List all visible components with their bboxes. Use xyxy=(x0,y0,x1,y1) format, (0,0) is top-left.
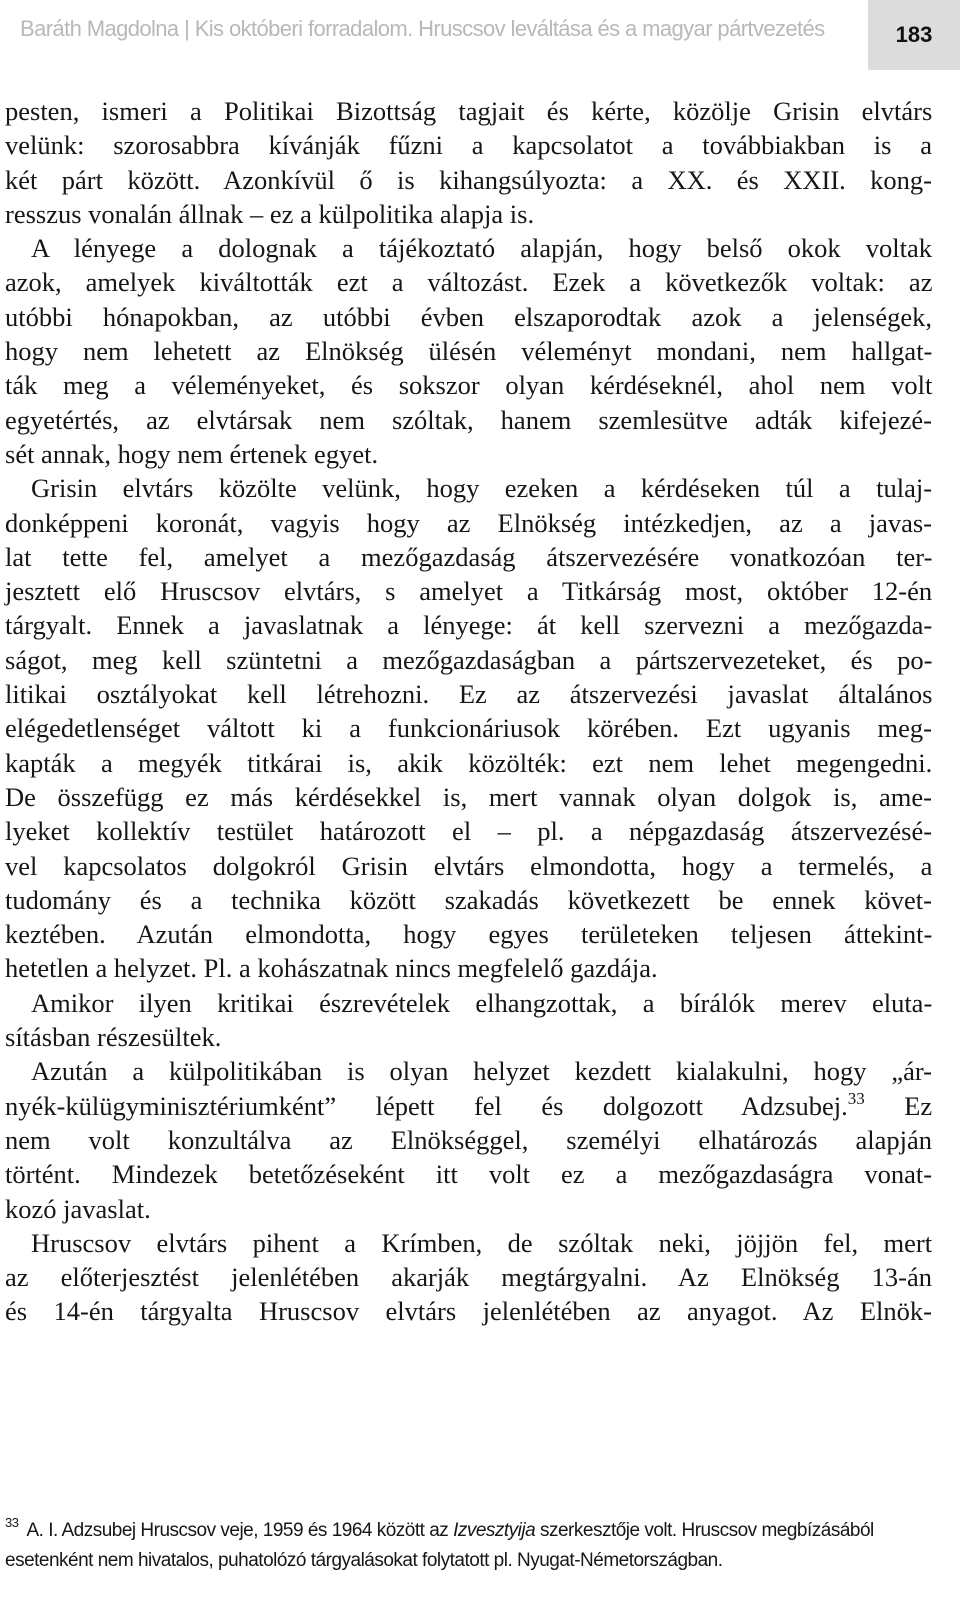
footnote-line: esetenként nem hivatalos, puhatolózó tárgyalásokat folytatott pl. Nyugat-Németországban. xyxy=(5,1550,723,1571)
footnote-reference[interactable]: 33 xyxy=(847,1088,865,1108)
text-line: hogy nem lehetett az Elnökség ülésén véleményt mondani, nem hallgat- xyxy=(5,336,933,367)
text-line: sét annak, hogy nem értenek egyet. xyxy=(5,438,379,469)
footnotes xyxy=(5,1516,932,1576)
text-line-with-note xyxy=(5,1089,932,1123)
text-line: velünk: szorosabbra kívánják fűzni a kapcsolatot a továbbiakban is a xyxy=(5,130,932,161)
page-number: 183 xyxy=(868,0,960,70)
text-line: tudomány és a technika között szakadás következett be ennek követ- xyxy=(5,884,932,915)
text-line: hetetlen a helyzet. Pl. a kohászatnak nincs megfelelő gazdája. xyxy=(5,953,658,984)
text-line: egyetértés, az elvtársak nem szóltak, hanem szemlesütve adták kifejezé- xyxy=(5,404,932,435)
running-head: Baráth Magdolna | Kis októberi forradalom. Hruscsov leváltása és a magyar pártvezetés xyxy=(20,16,825,41)
text-line: Amikor ilyen kritikai észrevételek elhangzottak, a bírálók merev eluta- xyxy=(31,987,933,1018)
paragraph xyxy=(5,1226,932,1329)
footnote-line xyxy=(5,1516,932,1546)
paragraph xyxy=(5,471,932,985)
text-line: ságot, meg kell szüntetni a mezőgazdaságban a pártszervezeteket, és po- xyxy=(5,644,933,675)
page-header xyxy=(0,0,960,72)
body-text xyxy=(5,94,932,1329)
text-line: kozó javaslat. xyxy=(5,1193,151,1224)
text-line: elégedetlenséget váltott ki a funkcionáriusok körében. Ezt ugyanis meg- xyxy=(5,713,932,744)
text-line: és 14-én tárgyalta Hruscsov elvtárs jelenlétében az anyagot. Az Elnök- xyxy=(5,1296,932,1327)
paragraph xyxy=(5,1054,932,1225)
text-line: sításban részesültek. xyxy=(5,1022,222,1053)
text-line: azok, amelyek kiváltották ezt a változást. Ezek a következők voltak: az xyxy=(5,267,933,298)
text-fragment: Ez xyxy=(864,1090,933,1121)
text-line: lat tette fel, amelyet a mezőgazdaság átszervezésére vonatkozóan ter- xyxy=(5,541,933,572)
text-line: kapták a megyék titkárai is, akik közölték: ezt nem lehet megengedni. xyxy=(5,747,933,778)
footnote-text: A. I. Adzsubej Hruscsov veje, 1959 és 1964 között az xyxy=(26,1520,454,1541)
text-line: jesztett elő Hruscsov elvtárs, s amelyet a Titkárság most, október 12-én xyxy=(5,576,933,607)
footnote-italic-title: Izvesztyija xyxy=(453,1520,536,1541)
text-line: vel kapcsolatos dolgokról Grisin elvtárs elmondotta, hogy a termelés, a xyxy=(5,850,933,881)
text-line: A lényege a dolognak a tájékoztató alapján, hogy belső okok voltak xyxy=(31,233,933,264)
footnote-number: 33 xyxy=(5,1515,19,1530)
text-line: resszus vonalán állnak – ez a külpolitika alapja is. xyxy=(5,198,535,229)
paragraph xyxy=(5,231,932,471)
text-line: utóbbi hónapokban, az utóbbi évben elszaporodtak azok a jelenségek, xyxy=(5,301,932,332)
text-line: Azután a külpolitikában is olyan helyzet kezdett kialakulni, hogy „ár- xyxy=(31,1056,932,1087)
paragraph xyxy=(5,986,932,1055)
text-line: Hruscsov elvtárs pihent a Krímben, de szóltak neki, jöjjön fel, mert xyxy=(31,1227,933,1258)
text-line: lyeket kollektív testület határozott el – pl. a népgazdaság átszervezésé- xyxy=(5,816,933,847)
text-line: nem volt konzultálva az Elnökséggel, személyi elhatározás alapján xyxy=(5,1124,932,1155)
text-fragment: nyék-külügyminisztériumként” lépett fel és dolgozott Adzsubej. xyxy=(5,1090,848,1121)
text-line: donképpeni koronát, vagyis hogy az Elnökség intézkedjen, az a javas- xyxy=(5,507,932,538)
text-line: ták meg a véleményeket, és sokszor olyan kérdéseknél, ahol nem volt xyxy=(5,370,933,401)
text-line: pesten, ismeri a Politikai Bizottság tagjait és kérte, közölje Grisin elvtárs xyxy=(5,96,933,126)
text-line: tárgyalt. Ennek a javaslatnak a lényege: át kell szervezni a mezőgazda- xyxy=(5,610,933,641)
text-line: két párt között. Azonkívül ő is kihangsúlyozta: a XX. és XXII. kong- xyxy=(5,164,932,195)
text-line: Grisin elvtárs közölte velünk, hogy ezeken a kérdéseken túl a tulaj- xyxy=(31,473,933,504)
text-line: történt. Mindezek betetőzéseként itt volt ez a mezőgazdaságra vonat- xyxy=(5,1159,933,1190)
text-line: litikai osztályokat kell létrehozni. Ez az átszervezési javaslat általános xyxy=(5,679,933,710)
paragraph xyxy=(5,94,932,231)
text-line: De összefügg ez más kérdésekkel is, mert vannak olyan dolgok is, ame- xyxy=(5,781,932,812)
text-line: keztében. Azután elmondotta, hogy egyes területeken teljesen áttekint- xyxy=(5,919,933,950)
text-line: az előterjesztést jelenlétében akarják megtárgyalni. Az Elnökség 13-án xyxy=(5,1262,932,1293)
footnote-text: szerkesztője volt. Hruscsov megbízásából xyxy=(535,1520,874,1541)
